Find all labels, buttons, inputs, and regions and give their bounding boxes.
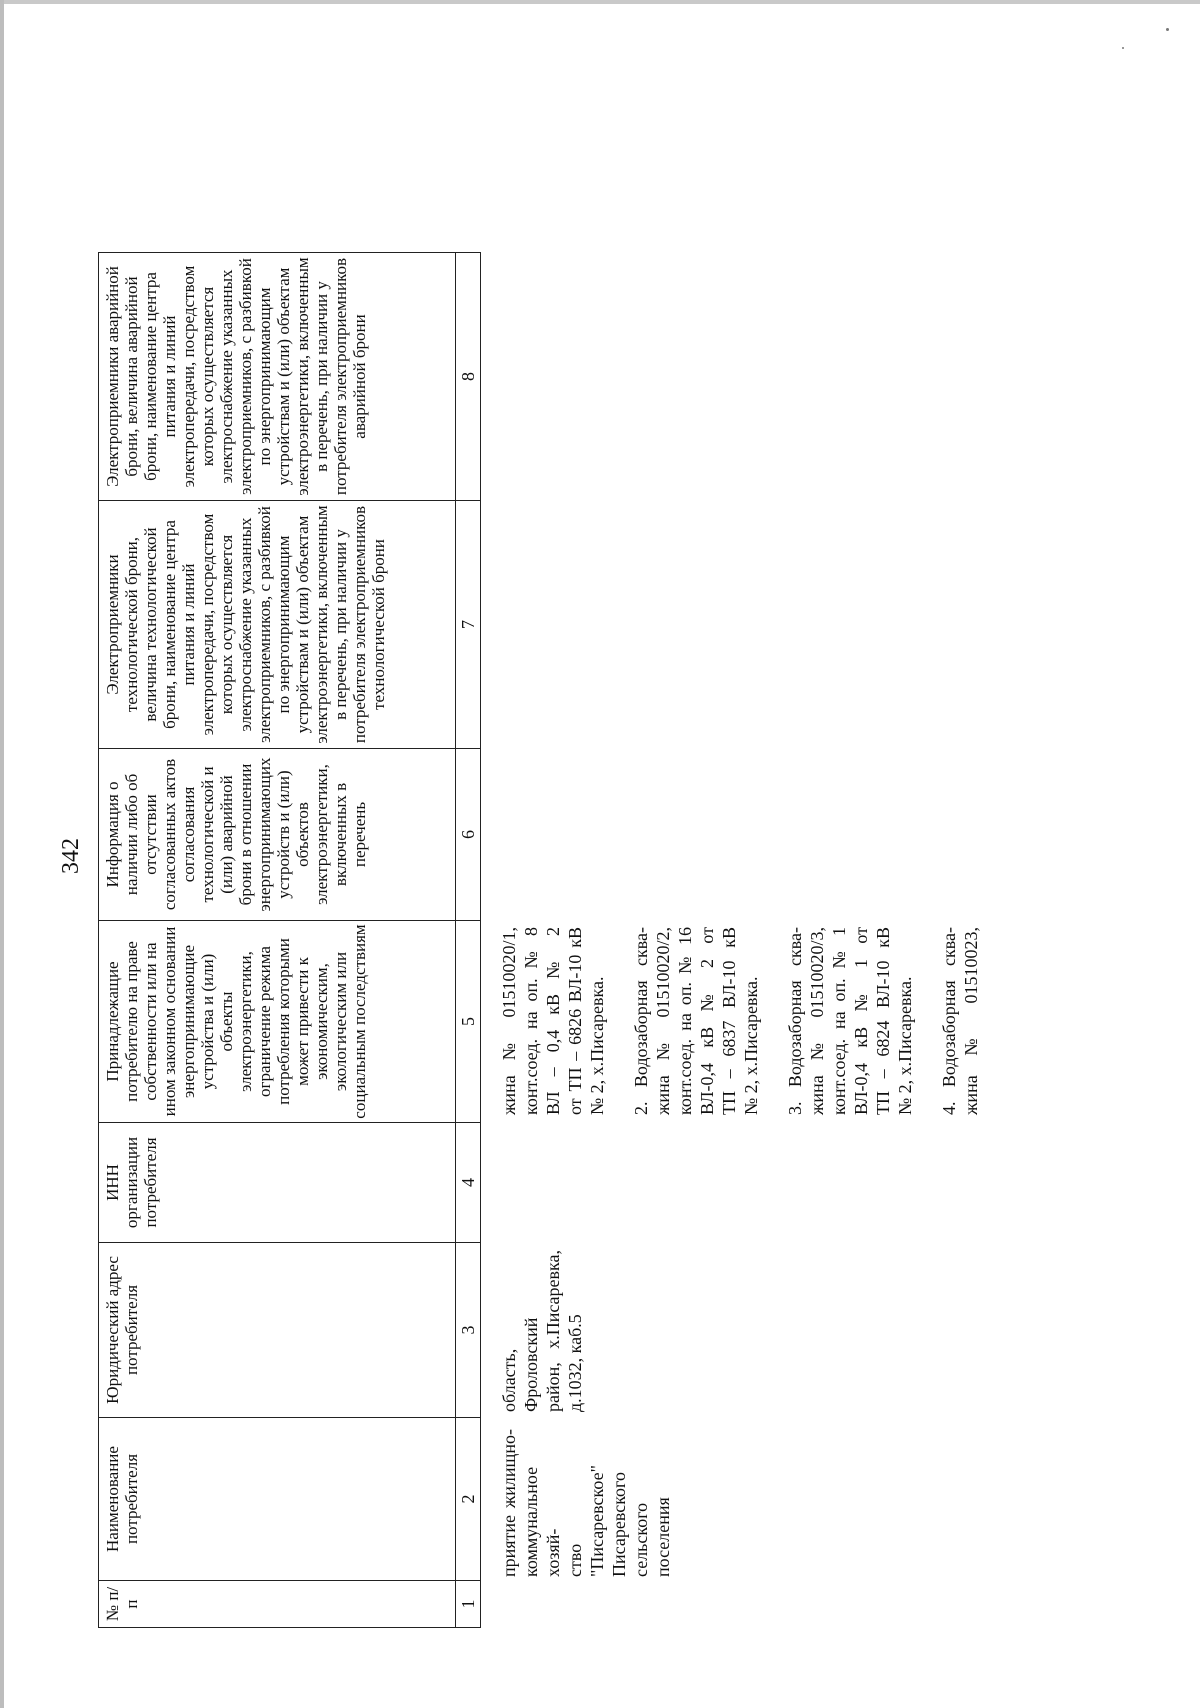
legal-address-text [498, 1250, 586, 1412]
text-line: № 2, х.Писаревка. [587, 976, 607, 1115]
text-line: ТП – 6837 ВЛ-10 кВ [719, 927, 739, 1115]
text-line: жина № 01510023, [961, 927, 981, 1115]
column-number: 3 [456, 1243, 481, 1418]
text-line: ВЛ – 0,4 кВ № 2 [543, 927, 563, 1115]
consumer-name-text [498, 1429, 674, 1577]
text-line: 3. Водозаборная сква- [785, 927, 805, 1115]
header-cell-consumer-name: Наименование потребителя [99, 1418, 456, 1581]
text-line: № 2, х.Писаревка. [895, 976, 915, 1115]
column-number: 7 [456, 501, 481, 749]
header-cell-technological-armor: Электроприемники технологической брони, величина технологической брони, наименование центра питания и линий электропередачи, посредством которых осуществляется электроснабжение указанных электроприемников, с разбивкой по энергопринимающим устройствам и (или) объектам электроэнергетики, включенным в перечень, при наличии у потребителя электроприемников технологической брони [99, 501, 456, 749]
text-line: конт.соед. на оп. № 16 [675, 927, 695, 1115]
text-line: Писаревского [609, 1472, 629, 1577]
text-line: ство "Писаревское" [565, 1465, 607, 1577]
text-line: ВЛ-0,4 кВ № 1 от [851, 927, 871, 1115]
text-line: конт.соед. на оп. № 1 [829, 927, 849, 1115]
text-line: д.1032, каб.5 [565, 1314, 585, 1412]
text-line: 2. Водозаборная сква- [631, 927, 651, 1115]
page-number: 342 [58, 838, 84, 874]
column-number: 2 [456, 1418, 481, 1581]
consumer-table [98, 252, 481, 1628]
column-number: 6 [456, 749, 481, 921]
header-cell-legal-address: Юридический адрес потребителя [99, 1243, 456, 1418]
text-line: сельского поселения [631, 1497, 673, 1577]
text-line: 4. Водозаборная сква- [939, 927, 959, 1115]
text-line: район, х.Писаревка, [543, 1250, 563, 1412]
text-line: коммунальное хозяй- [521, 1466, 563, 1577]
column-number: 4 [456, 1123, 481, 1243]
text-line: жина № 01510020/2, [653, 927, 673, 1115]
column-number-row [456, 253, 481, 1628]
table-header-row [99, 253, 456, 1628]
column-number: 8 [456, 253, 481, 501]
text-line: № 2, х.Писаревка. [741, 976, 761, 1115]
text-line: конт.соед. на оп. № 8 [521, 927, 541, 1115]
text-line: ВЛ-0,4 кВ № 2 от [697, 927, 717, 1115]
header-cell-number: № п/п [99, 1581, 456, 1628]
text-line: жина № 01510020/3, [807, 927, 827, 1115]
header-cell-devices: Принадлежащие потребителю на праве собственности или на ином законном основании энергопринимающие устройства и (или) объекты электроэнергетики, ограничение режима потребления которыми может привести к экономическим, экологическим или социальным последствиям [99, 921, 456, 1123]
column-number: 5 [456, 921, 481, 1123]
text-line: от ТП – 6826 ВЛ-10 кВ [565, 927, 585, 1115]
text-line: приятие жилищно- [499, 1429, 519, 1577]
devices-description-text [498, 927, 982, 1115]
column-number: 1 [456, 1581, 481, 1628]
text-line: жина № 01510020/1, [499, 927, 519, 1115]
header-cell-emergency-armor: Электроприемники аварийной брони, величина аварийной брони, наименование центра питания и линий электропередачи, посредством которых осуществляется электроснабжение указанных электроприемников, с разбивкой по энергопринимающим устройствам и (или) объектам электроэнергетики, включенным в перечень, при наличии у потребителя электроприемников аварийной брони [99, 253, 456, 501]
text-line: область, Фроловский [499, 1317, 541, 1412]
header-cell-inn: ИНН организации потребителя [99, 1123, 456, 1243]
text-line: ТП – 6824 ВЛ-10 кВ [873, 927, 893, 1115]
header-cell-armor-acts: Информация о наличии либо об отсутствии согласованных актов согласования технологической и (или) аварийной брони в отношении энергопринимающих устройств и (или) объектов электроэнергетики, включенных в перечень [99, 749, 456, 921]
